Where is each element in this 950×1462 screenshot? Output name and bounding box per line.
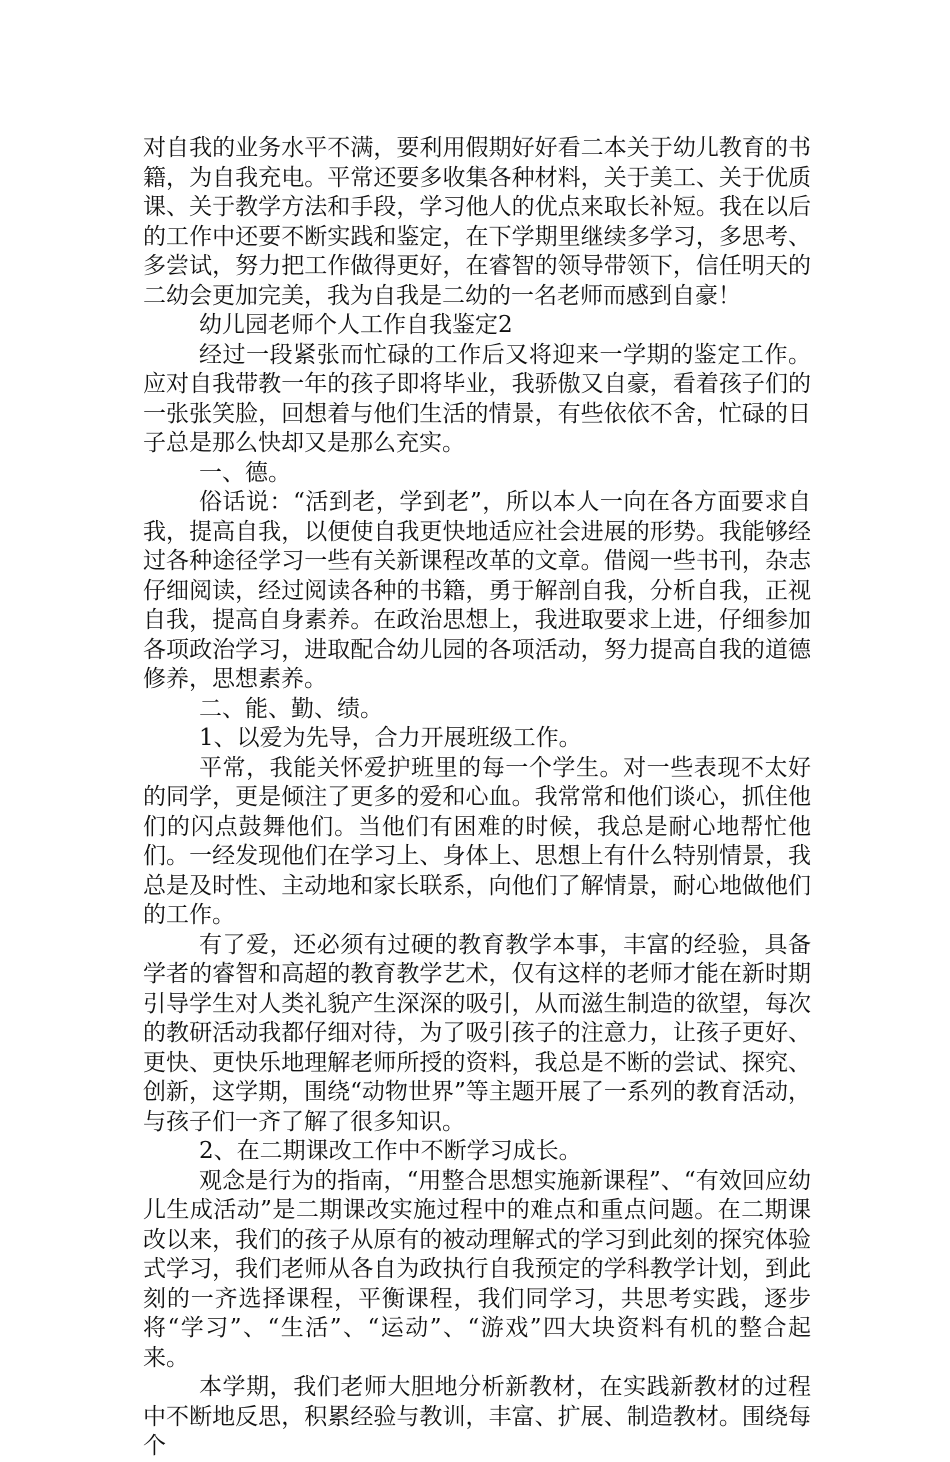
subheading-love: 1、以爱为先导，合力开展班级工作。: [199, 725, 582, 751]
heading-virtue: 一、德。: [199, 459, 291, 486]
paragraph-semester: 本学期，我们老师大胆地分析新教材，在实践新教材的过程中不断地反思，积累经验与教训，丰富、扩展、制造教材。围绕每个: [143, 1374, 811, 1459]
paragraph-virtue: 俗话说：“活到老，学到老”，所以本人一向在各方面要求自我，提高自我，以便使自我更快地适应社会进展的形势。我能够经过各种途径学习一些有关新课程改革的文章。借阅一些书刊，杂志仔细阅读，经过阅读各种的书籍，勇于解剖自我，分析自我，正视自我，提高自身素养。在政治思想上，我进取要求上进，仔细参加各项政治学习，进取配合幼儿园的各项活动，努力提高自我的道德修养，思想素养。: [143, 489, 811, 692]
heading-ability: 二、能、勤、绩。: [199, 695, 383, 722]
paragraph-care: 平常，我能关怀爱护班里的每一个学生。对一些表现不太好的同学，更是倾注了更多的爱和心血。我常常和他们谈心，抓住他们的闪点鼓舞他们。当他们有困难的时候，我总是耐心地帮忙他们。一经发现他们在学习上、身体上、思想上有什么特别情景，我总是及时性、主动地和家长联系，向他们了解情景，耐心地做他们的工作。: [143, 754, 811, 928]
paragraph-reform: 观念是行为的指南，“用整合思想实施新课程”、“有效回应幼儿生成活动”是二期课改实施过程中的难点和重点问题。在二期课改以来，我们的孩子从原有的被动理解式的学习到此刻的探究体验式学习，我们老师从各自为政执行自我预定的学科教学计划，到此刻的一齐选择课程，平衡课程，我们同学习，共思考实践，逐步将“学习”、“生活”、“运动”、“游戏”四大块资料有机的整合起来。: [143, 1167, 811, 1371]
section-title: 幼儿园老师个人工作自我鉴定2: [199, 312, 513, 338]
paragraph-intro: 对自我的业务水平不满，要利用假期好好看二本关于幼儿教育的书籍，为自我充电。平常还要多收集各种材料，关于美工、关于优质课、关于教学方法和手段，学习他人的优点来取长补短。我在以后的工作中还要不断实践和鉴定，在下学期里继续多学习，多思考、多尝试，努力把工作做得更好，在睿智的领导带领下，信任明天的二幼会更加完美，我为自我是二幼的一名老师而感到自豪！: [143, 135, 811, 309]
subheading-reform: 2、在二期课改工作中不断学习成长。: [199, 1138, 582, 1164]
paragraph-opening: 经过一段紧张而忙碌的工作后又将迎来一学期的鉴定工作。应对自我带教一年的孩子即将毕业，我骄傲又自豪，看着孩子们的一张张笑脸，回想着与他们生活的情景，有些依依不舍，忙碌的日子总是那么快却又是那么充实。: [143, 341, 811, 456]
paragraph-teaching: 有了爱，还必须有过硬的教育教学本事，丰富的经验，具备学者的睿智和高超的教育教学艺术，仅有这样的老师才能在新时期引导学生对人类礼貌产生深深的吸引，从而滋生制造的欲望，每次的教研活动我都仔细对待，为了吸引孩子的注意力，让孩子更好、更快、更快乐地理解老师所授的资料，我总是不断的尝试、探究、创新，这学期，围绕“动物世界”等主题开展了一系列的教育活动，与孩子们一齐了解了很多知识。: [143, 931, 811, 1135]
document-body: [143, 134, 811, 1462]
